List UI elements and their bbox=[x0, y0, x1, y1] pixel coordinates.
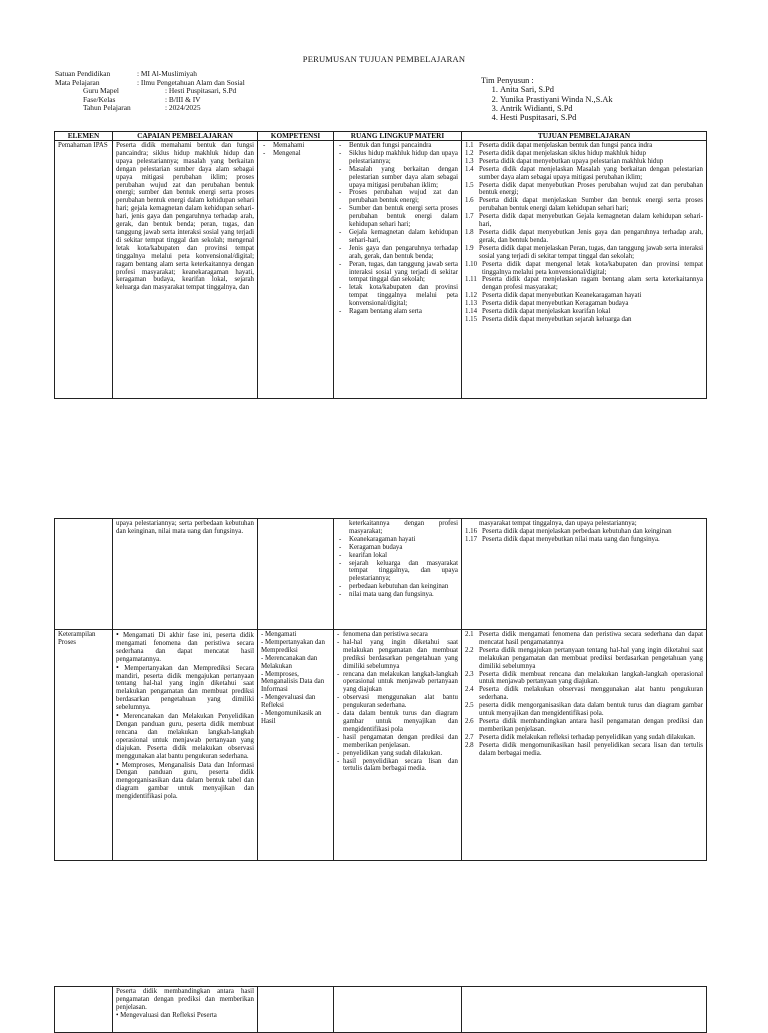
list-item: - Keanekaragaman hayati bbox=[337, 536, 458, 544]
item-text: Peserta didik dapat menyebutkan Jenis gaya dan pengaruhnya terhadap arah, gerak, dan bentuk benda. bbox=[479, 228, 703, 244]
list-item bbox=[116, 712, 254, 760]
learning-objectives-table bbox=[54, 131, 707, 399]
kompetensi-cell bbox=[258, 519, 334, 630]
list-item: - Keragaman budaya bbox=[337, 544, 458, 552]
list-item: - data dalam bentuk turus dan diagram gambar untuk menyajikan dan mengidentifikasi pola bbox=[337, 710, 458, 734]
list-item: - Memproses, Menganalisis Data dan Informasi bbox=[261, 670, 325, 694]
list-item bbox=[465, 292, 703, 300]
item-number: 1.3 bbox=[465, 157, 474, 165]
list-item bbox=[465, 647, 703, 671]
team-list bbox=[481, 85, 613, 122]
item-number: 1.10 bbox=[465, 260, 478, 268]
team-block bbox=[481, 76, 613, 122]
capaian-cell bbox=[113, 987, 258, 1033]
header-elemen: ELEMEN bbox=[55, 132, 113, 141]
item-number: 1.6 bbox=[465, 197, 474, 205]
item-number: 2.5 bbox=[465, 702, 474, 710]
item-text: Merencanakan dan Melakukan Penyelidikan Dengan panduan guru, peserta didik membuat rencana dan melakukan langkah-langkah operasional untuk menjawab pertanyaan yang diajukan. Peserta didik melakukan observasi menggunakan alat bantu pengukuran sederhana. bbox=[116, 713, 254, 760]
bullet-icon: • bbox=[116, 759, 119, 769]
item-text: Mengevaluasi dan Refleksi Peserta bbox=[120, 1011, 217, 1019]
list-item: - observasi menggunakan alat bantu pengukuran sederhana. bbox=[337, 694, 458, 710]
materi-cell bbox=[334, 630, 462, 861]
item-text: Memproses, Menganalisis Data dan Informasi Dengan panduan guru, peserta didik mengorganisasikan data dalam bentuk tabel dan diagram gambar untuk menyajikan dan mengidentifikasi pola. bbox=[116, 761, 254, 801]
list-item: - Peran, tugas, dan tanggung jawab serta interaksi sosial yang terjadi di sekitar tempat tinggal dan sekolah; bbox=[337, 261, 458, 285]
item-text: Peserta didik membuat rencana dan melakukan langkah-langkah operasional untuk menjawab pertanyaan yang diajukan. bbox=[479, 670, 703, 686]
item-text: Peserta didik dapat menyebutkan nilai mata uang dan fungsinya. bbox=[482, 535, 660, 543]
meta-value: : Ilmu Pengetahuan Alam dan Sosial bbox=[137, 77, 245, 87]
item-text: Peserta didik dapat menyebutkan Proses perubahan wujud zat dan perubahan bentuk energi; bbox=[479, 181, 703, 197]
list-item: - hal-hal yang ingin diketahui saat melakukan pengamatan dan membuat prediksi berdasarkan pengetahuan yang dimiliki sebelumnya bbox=[337, 639, 458, 671]
materi-list bbox=[337, 142, 458, 316]
list-item: - Mengevaluasi dan Refleksi bbox=[261, 694, 316, 710]
list-item: - Jenis gaya dan pengaruhnya terhadap arah, gerak, dan bentuk benda; bbox=[337, 245, 458, 261]
item-number: 2.1 bbox=[465, 631, 474, 638]
table-row bbox=[55, 630, 707, 861]
header-materi: RUANG LINGKUP MATERI bbox=[334, 132, 462, 141]
list-item: - hasil penyelidikan secara lisan dan tertulis dalam berbagai media. bbox=[337, 758, 458, 774]
learning-objectives-table-page3 bbox=[54, 986, 707, 1033]
item-number: 1.7 bbox=[465, 213, 474, 221]
list-item: - Mempertanyakan dan Memprediksi bbox=[261, 638, 325, 654]
list-item bbox=[465, 308, 703, 316]
list-item bbox=[465, 702, 703, 718]
tujuan-cell bbox=[462, 987, 707, 1033]
list-item: - Mengomunikasik an Hasil bbox=[261, 710, 322, 725]
list-item bbox=[465, 166, 703, 182]
list-item bbox=[465, 316, 703, 324]
meta-value: : B/III & IV bbox=[165, 94, 201, 104]
item-number: 2.3 bbox=[465, 670, 474, 678]
item-number: 1.12 bbox=[465, 292, 478, 300]
list-item: - fenomena dan peristiwa secara bbox=[337, 631, 458, 639]
item-text: Peserta didik dapat menjelaskan perbedaan kebutuhan dan keinginan bbox=[482, 527, 672, 535]
materi-continued-text: keterkaitannya dengan profesi masyarakat; bbox=[349, 520, 458, 535]
list-item bbox=[465, 245, 703, 261]
item-text: Peserta didik mengamati fenomena dan peristiwa secara sederhana dan dapat mencatat hasil pengamatannya bbox=[479, 631, 703, 646]
item-text: Peserta didik melakukan observasi menggunakan alat bantu pengukuran sederhana. bbox=[479, 686, 703, 702]
table-row bbox=[55, 519, 707, 630]
bullet-icon: • bbox=[116, 630, 119, 639]
table-row bbox=[55, 141, 707, 399]
list-item: - rencana dan melakukan langkah-langkah operasional untuk menjawab pertanyaan yang diajukan bbox=[337, 671, 458, 695]
item-text: Peserta didik dapat menjelaskan siklus hidup makhluk hidup bbox=[479, 149, 647, 157]
item-number: 2.8 bbox=[465, 741, 474, 749]
capaian-cell bbox=[113, 141, 258, 399]
item-number: 1.14 bbox=[465, 308, 478, 316]
list-item bbox=[465, 229, 703, 245]
meta-label: Satuan Pendidikan bbox=[55, 69, 111, 78]
item-text: Peserta didik dapat menyebutkan sejarah keluarga dan bbox=[482, 315, 632, 323]
item-number: 2.6 bbox=[465, 717, 474, 725]
list-item: - sejarah keluarga dan masyarakat tempat tinggalnya, dan upaya pelestariannya; bbox=[337, 560, 458, 584]
list-item bbox=[465, 536, 703, 544]
item-text: Peserta didik dapat menjelaskan Masalah yang berkaitan dengan pelestarian sumber daya alam sebagai upaya mitigasi perubahan iklim; bbox=[479, 165, 703, 181]
meta-tahun bbox=[55, 104, 245, 113]
list-item: - Memahami bbox=[261, 142, 330, 150]
item-text: Peserta didik membandingkan antara hasil pengamatan dengan prediksi dan memberikan penjelasan. bbox=[479, 717, 703, 733]
list-item bbox=[465, 671, 703, 687]
list-item: - hasil pengamatan dengan prediksi dan memberikan penjelasan. bbox=[337, 734, 458, 750]
team-member: 4. Hesti Puspitasari, S.Pd bbox=[500, 113, 613, 122]
list-item bbox=[116, 761, 254, 802]
item-number: 1.2 bbox=[465, 149, 474, 157]
table-row bbox=[55, 987, 707, 1033]
item-number: 1.1 bbox=[465, 142, 474, 149]
list-item: - letak kota/kabupaten dan provinsi tempat tinggalnya melalui peta konvensional/digital; bbox=[337, 284, 458, 308]
tujuan-cell bbox=[462, 630, 707, 861]
list-item: - perbedaan kebutuhan dan keinginan bbox=[337, 583, 458, 591]
list-item: - Siklus hidup makhluk hidup dan upaya pelestariannya; bbox=[337, 150, 458, 166]
list-item bbox=[465, 742, 703, 758]
item-text: Peserta didik dapat menyebutkan Keanekaragaman hayati bbox=[482, 292, 642, 300]
capaian-cell bbox=[113, 630, 258, 861]
kompetensi-list bbox=[261, 142, 330, 158]
list-item: - kearifan lokal bbox=[337, 552, 458, 560]
team-title: Tim Penyusun : bbox=[481, 76, 534, 85]
list-item: - Gejala kemagnetan dalam kehidupan sehari-hari, bbox=[337, 229, 458, 245]
item-number: 1.13 bbox=[465, 300, 478, 308]
elemen-cell: Pemahaman IPAS bbox=[55, 141, 113, 399]
tujuan-list bbox=[465, 142, 703, 324]
item-number: 1.8 bbox=[465, 228, 474, 236]
item-number: 1.11 bbox=[465, 276, 477, 284]
item-text: Peserta didik mengomunikasikan hasil penyelidikan secara lisan dan tertulis dalam berbagai media. bbox=[479, 741, 703, 757]
list-item: - nilai mata uang dan fungsinya. bbox=[337, 591, 458, 599]
item-text: Peserta didik dapat menjelaskan ragam bentang alam serta keterkaitannya dengan profesi masyarakat; bbox=[482, 276, 703, 292]
item-text: Mempertanyakan dan Memprediksi Secara mandiri, peserta didik mengajukan pertanyaan tentang hal-hal yang ingin diketahui saat melakukan pengamatan dan membuat prediksi berdasarkan pengetahuan yang dimiliki sebelumnya. bbox=[116, 664, 254, 712]
item-text: Peserta didik dapat menyebutkan Keragaman budaya bbox=[482, 300, 629, 308]
item-text: Peserta didik dapat menjelaskan Sumber dan bentuk energi serta proses perubahan bentuk energi dalam kehidupan sehari hari; bbox=[479, 197, 703, 213]
item-text: Peserta didik dapat menjelaskan kearifan lokal bbox=[482, 308, 611, 316]
document-title: PERUMUSAN TUJUAN PEMBELAJARAN bbox=[302, 54, 466, 64]
meta-label: Tahun Pelajaran bbox=[83, 103, 131, 113]
item-number: 2.7 bbox=[465, 733, 474, 741]
kompetensi-cell bbox=[258, 630, 334, 861]
kompetensi-cell bbox=[258, 141, 334, 399]
materi-list bbox=[337, 631, 458, 773]
list-item bbox=[465, 528, 703, 536]
item-number: 2.4 bbox=[465, 686, 474, 694]
tujuan-continued-text: masyarakat tempat tinggalnya, dan upaya pelestariannya; bbox=[479, 520, 637, 527]
list-item: - Masalah yang berkaitan dengan pelestarian sumber daya alam sebagai upaya mitigasi perubahan iklim; bbox=[337, 166, 458, 190]
meta-label: Mata Pelajaran bbox=[55, 77, 100, 87]
item-text: Peserta didik mengajukan pertanyaan tentang hal-hal yang ingin diketahui saat melakukan pengamatan dan membuat prediksi berdasarkan pengetahuan yang dimiliki sebelumnya bbox=[479, 646, 703, 670]
item-number: 1.15 bbox=[465, 315, 478, 323]
materi-clip bbox=[337, 142, 458, 396]
tujuan-cell bbox=[462, 519, 707, 630]
materi-list bbox=[337, 536, 458, 599]
meta-label: Guru Mapel bbox=[83, 86, 119, 96]
list-item bbox=[465, 142, 703, 150]
list-item bbox=[465, 300, 703, 308]
materi-cell bbox=[334, 987, 462, 1033]
list-item bbox=[465, 718, 703, 734]
team-member: 3. Antrik Widianti, S.Pd bbox=[500, 104, 613, 113]
list-item: - Bentuk dan fungsi pancaindra bbox=[337, 142, 458, 150]
list-item: - Mengenal bbox=[261, 150, 330, 158]
bullet-icon: • bbox=[116, 662, 119, 672]
item-number: 2.2 bbox=[465, 646, 474, 654]
materi-cell bbox=[334, 141, 462, 399]
list-item bbox=[465, 276, 703, 292]
identity-block bbox=[55, 70, 245, 113]
elemen-cell: Keterampilan Proses bbox=[55, 630, 113, 861]
list-item: - Proses perubahan wujud zat dan perubahan bentuk energi; bbox=[337, 189, 458, 205]
list-item: - Sumber dan bentuk energi serta proses perubahan bentuk energi dalam kehidupan sehari hari; bbox=[337, 205, 458, 229]
item-text: Peserta didik dapat menjelaskan Peran, tugas, dan tanggung jawab serta interaksi sosial yang terjadi di sekitar tempat tinggal dan sekolah; bbox=[479, 244, 703, 260]
elemen-cell bbox=[55, 987, 113, 1033]
materi-cell bbox=[334, 519, 462, 630]
item-text: Peserta didik dapat menjelaskan bentuk dan fungsi panca indra bbox=[479, 142, 653, 149]
tujuan-cell bbox=[462, 141, 707, 399]
capaian-text: Peserta didik memahami bentuk dan fungsi pancaindra; siklus hidup makhluk hidup dan upaya pelestariannya; masalah yang berkaitan dengan pelestarian sumber daya alam sebagai upaya mitigasi perubahan iklim; proses perubahan wujud zat dan perubahan bentuk energi; sumber dan bentuk energi serta proses perubahan bentuk energi dalam kehidupan sehari hari; gejala kemagnetan dalam kehidupan sehari-hari, jenis gaya dan pengaruhnya terhadap arah, gerak, dan bentuk benda; peran, tugas, dan tanggung jawab serta interaksi sosial yang terjadi di sekitar tempat tinggal dan sekolah; mengenal letak kota/kabupaten dan provinsi tempat tinggalnya melalui peta konvensional/digital; ragam bentang alam serta keterkaitannya dengan profesi masyarakat; keanekaragaman hayati, keragaman budaya, kearifan lokal, sejarah keluarga dan masyarakat tempat tinggalnya, dan bbox=[116, 142, 254, 292]
list-item: - Merencanakan dan Melakukan bbox=[261, 654, 318, 670]
meta-value: : MI Al-Muslimiyah bbox=[137, 69, 197, 78]
list-item bbox=[465, 182, 703, 198]
team-member: 2. Yunika Prastiyani Winda N.,S.Ak bbox=[500, 95, 613, 104]
list-item bbox=[465, 197, 703, 213]
list-item bbox=[465, 158, 703, 166]
header-kompetensi: KOMPETENSI bbox=[258, 132, 334, 141]
item-number: 1.5 bbox=[465, 181, 474, 189]
capaian-cell: upaya pelestariannya; serta perbedaan kebutuhan dan keinginan, nilai mata uang dan fungsinya. bbox=[113, 519, 258, 630]
item-text: peserta didik mengorganisasikan data dalam bentuk turus dan diagram gambar untuk menyajikan dan mengidentifikasi pola. bbox=[479, 702, 703, 718]
capaian-list bbox=[116, 631, 254, 801]
bullet-icon: • bbox=[116, 711, 119, 721]
list-item bbox=[465, 631, 703, 647]
item-text: Peserta didik dapat menyebutkan upaya pelestarian makhluk hidup bbox=[479, 157, 664, 165]
item-text: Mengamati Di akhir fase ini, peserta didik mengamati fenomena dan peristiwa secara sederhana dan dapat mencatat hasil pengamatannya. bbox=[116, 632, 254, 663]
item-text: Peserta didik dapat menyebutkan Gejala kemagnetan dalam kehidupan sehari-hari, bbox=[479, 213, 703, 229]
item-text: Peserta didik melakukan refleksi terhadap penyelidikan yang sudah dilakukan. bbox=[479, 733, 696, 741]
learning-objectives-table-continued bbox=[54, 518, 707, 861]
list-item bbox=[465, 734, 703, 742]
meta-value: : 2024/2025 bbox=[165, 103, 201, 113]
bullet-icon: • bbox=[116, 1011, 119, 1019]
item-number: 1.17 bbox=[465, 535, 478, 543]
list-item: - Ragam bentang alam serta bbox=[337, 308, 458, 316]
elemen-cell bbox=[55, 519, 113, 630]
meta-value: : Hesti Puspitasari, S.Pd bbox=[165, 86, 237, 96]
tujuan-clip bbox=[465, 142, 703, 396]
list-item bbox=[116, 1012, 254, 1020]
tujuan-list bbox=[465, 528, 703, 544]
team-member: 1. Anita Sari, S.Pd bbox=[500, 85, 613, 94]
list-item bbox=[116, 631, 254, 664]
item-number: 1.4 bbox=[465, 165, 474, 173]
meta-label: Fase/Kelas bbox=[83, 94, 116, 104]
capaian-continued-text: Peserta didik membandingkan antara hasil pengamatan dengan prediksi dan memberikan penjelasan. bbox=[116, 988, 254, 1011]
item-number: 1.9 bbox=[465, 244, 474, 252]
tujuan-list bbox=[465, 631, 703, 758]
table-header-row bbox=[55, 132, 707, 141]
list-item bbox=[116, 664, 254, 712]
list-item bbox=[465, 150, 703, 158]
list-item bbox=[465, 686, 703, 702]
header-capaian: CAPAIAN PEMBELAJARAN bbox=[113, 132, 258, 141]
kompetensi-cell bbox=[258, 987, 334, 1033]
list-item: - Mengamati bbox=[261, 631, 297, 638]
header-tujuan: TUJUAN PEMBELAJARAN bbox=[462, 132, 707, 141]
item-number: 1.16 bbox=[465, 527, 478, 535]
item-text: Peserta didik dapat mengenal letak kota/kabupaten dan provinsi tempat tinggalnya melalui peta konvensional/digital; bbox=[482, 260, 703, 276]
list-item: - penyelidikan yang sudah dilakukan. bbox=[337, 750, 458, 758]
list-item bbox=[465, 213, 703, 229]
list-item bbox=[465, 261, 703, 277]
